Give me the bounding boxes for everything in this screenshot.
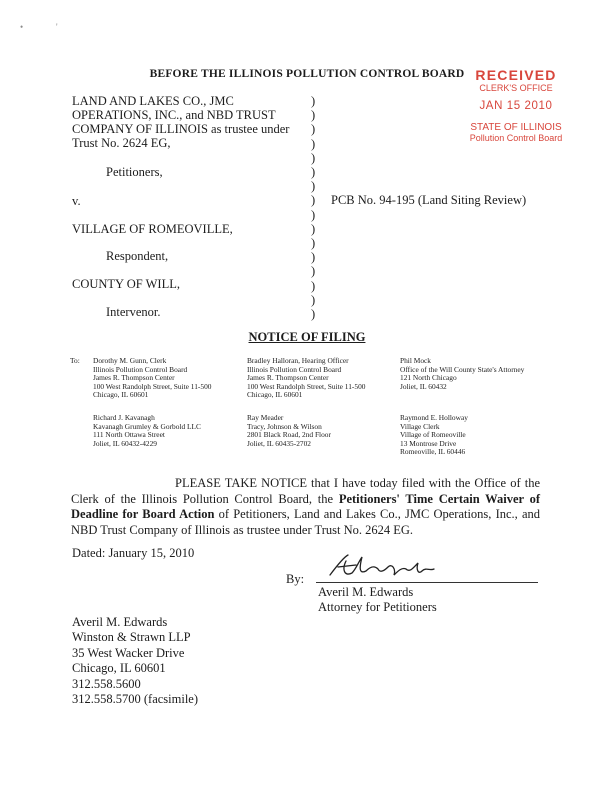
service-to-label: To: [70, 356, 80, 365]
service-line: Bradley Halloran, Hearing Officer [247, 356, 349, 365]
service-line: 13 Montrose Drive [400, 438, 457, 448]
caption-line: LAND AND LAKES CO., JMC [72, 94, 234, 108]
by-label: By: [286, 572, 305, 586]
case-number: PCB No. 94-195 (Land Siting Review) [331, 193, 527, 207]
service-address-block [247, 357, 365, 400]
notice-filed-document-title: Petitioners' Time Certain Waiver of Deadline for Board Action [71, 491, 540, 521]
service-line: James R. Thompson Center [247, 373, 329, 383]
address-line: 312.558.5600 [72, 676, 141, 691]
service-line: Chicago, IL 60601 [93, 390, 149, 400]
caption-line: COMPANY OF ILLINOIS as trustee under [72, 122, 290, 136]
service-line: Joliet, IL 60432 [400, 381, 447, 391]
caption-versus: v. [72, 194, 81, 208]
caption-petitioners-block [72, 94, 289, 150]
dated-line: Dated: January 15, 2010 [72, 546, 195, 560]
service-address-block [247, 414, 331, 448]
service-line: Joliet, IL 60432-4229 [93, 438, 157, 448]
stamp-office: CLERK'S OFFICE [479, 83, 553, 93]
service-line: 100 West Randolph Street, Suite 11-500 [93, 381, 212, 391]
service-line: Romeoville, IL 60446 [400, 447, 466, 457]
service-line: Joliet, IL 60435-2702 [247, 438, 311, 448]
service-line: 2801 Black Road, 2nd Floor [247, 430, 331, 440]
service-address-block [93, 357, 211, 400]
service-line: Chicago, IL 60601 [247, 390, 303, 400]
caption-respondent-name: VILLAGE OF ROMEOVILLE, [72, 222, 233, 236]
caption-line: Trust No. 2624 EG, [72, 136, 171, 150]
caption-intervenor-role: Intervenor. [106, 305, 161, 319]
stamp-board: Pollution Control Board [469, 133, 563, 143]
address-line: Chicago, IL 60601 [72, 661, 166, 676]
caption-line: OPERATIONS, INC., and NBD TRUST [72, 108, 276, 122]
notice-paragraph [71, 476, 540, 538]
service-address-block [400, 357, 524, 391]
stamp-state: STATE OF ILLINOIS [470, 122, 562, 133]
service-line: Dorothy M. Gunn, Clerk [93, 356, 167, 365]
scan-mark: • [20, 22, 24, 32]
service-line: Kavanagh Grumley & Gorbold LLC [93, 421, 201, 431]
service-line: Village Clerk [400, 421, 440, 431]
service-line: 100 West Randolph Street, Suite 11-500 [247, 381, 366, 391]
service-line: Illinois Pollution Control Board [247, 364, 342, 374]
service-line: Tracy, Johnson & Wilson [247, 421, 322, 431]
service-line: Village of Romeoville [400, 430, 466, 440]
signer-role: Attorney for Petitioners [318, 600, 437, 614]
service-line: Ray Meader [247, 413, 284, 422]
notice-text: PLEASE TAKE NOTICE that I have today filed with the Office of the Clerk of the Illinois Pollution Control Board, the [71, 476, 540, 506]
service-address-block [400, 414, 468, 457]
received-stamp [456, 68, 576, 143]
caption-parentheses: ) ) ) ) ) ) ) ) ) ) ) ) ) ) ) ) [311, 94, 316, 322]
service-line: Raymond E. Holloway [400, 413, 468, 422]
stamp-date: JAN 15 2010 [479, 100, 553, 112]
service-line: Office of the Will County State's Attorney [400, 364, 525, 374]
caption-respondent-role: Respondent, [106, 249, 169, 263]
address-line: 312.558.5700 (facsimile) [72, 692, 199, 707]
signature-line [316, 582, 538, 583]
service-line: Illinois Pollution Control Board [93, 364, 188, 374]
service-line: 121 North Chicago [400, 373, 457, 383]
caption-petitioners-role: Petitioners, [106, 165, 163, 179]
signature [322, 549, 442, 585]
notice-title: NOTICE OF FILING [248, 330, 366, 344]
signer-name: Averil M. Edwards [318, 585, 414, 599]
service-line: 111 North Ottawa Street [93, 430, 165, 440]
service-address-block [93, 414, 201, 448]
notice-text: of Petitioners, Land and Lakes Co., JMC Operations, Inc., and NBD Trust Company of Illinois as trustee under Trust No. 2624 EG. [71, 507, 540, 537]
service-line: Richard J. Kavanagh [93, 413, 155, 422]
attorney-address-block [72, 615, 198, 707]
scan-mark: ' [56, 22, 58, 32]
address-line: Winston & Strawn LLP [72, 630, 191, 645]
address-line: 35 West Wacker Drive [72, 645, 185, 660]
service-line: Phil Mock [400, 356, 432, 365]
service-line: James R. Thompson Center [93, 373, 175, 383]
caption-intervenor-name: COUNTY OF WILL, [72, 277, 180, 291]
document-heading: BEFORE THE ILLINOIS POLLUTION CONTROL BOARD [149, 68, 465, 80]
address-line: Averil M. Edwards [72, 615, 168, 629]
stamp-received: RECEIVED [475, 67, 557, 83]
